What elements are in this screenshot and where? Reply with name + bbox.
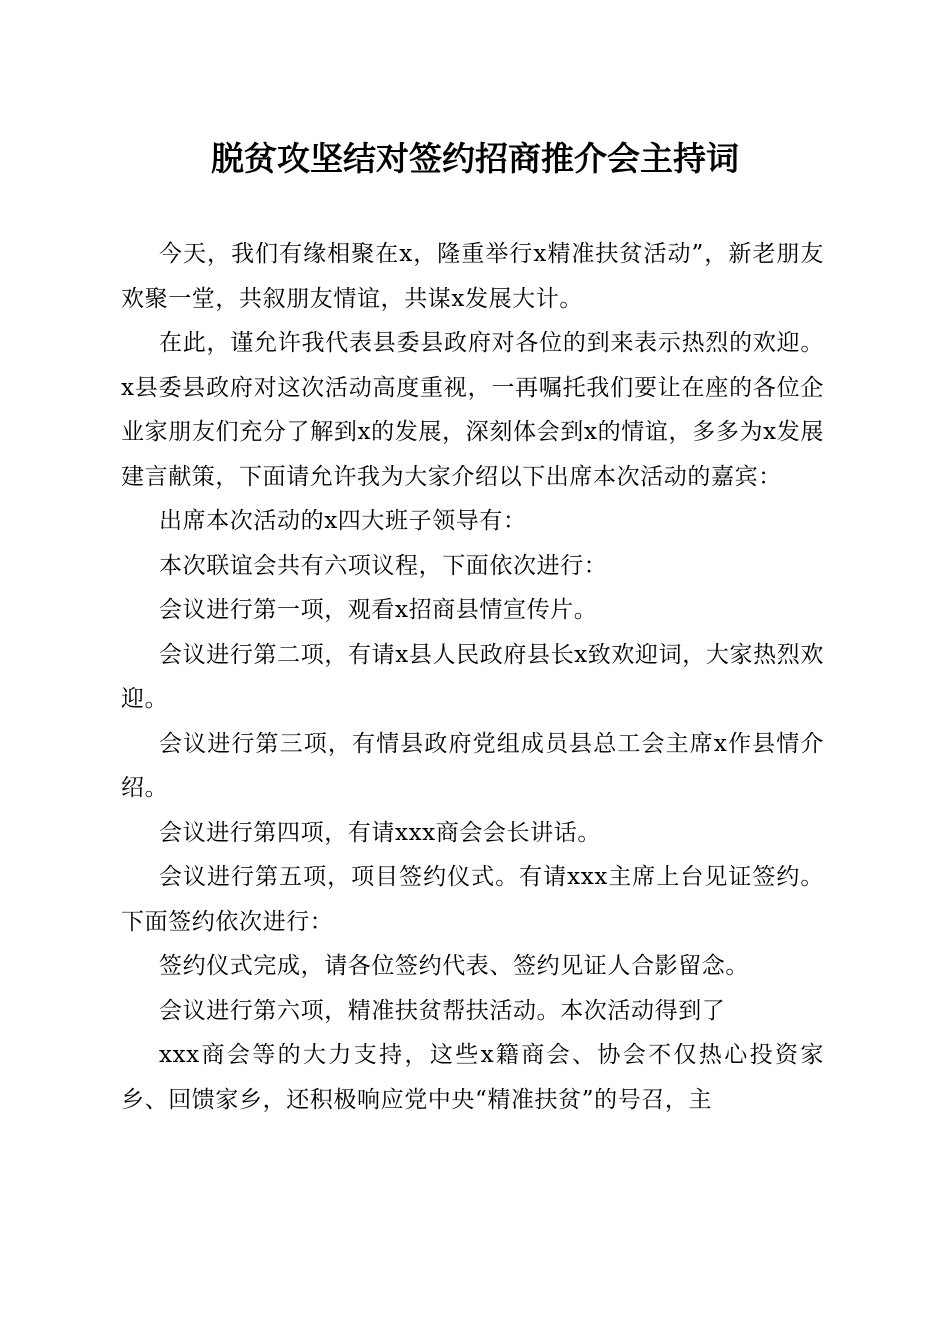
document-title: 脱贫攻坚结对签约招商推介会主持词 <box>211 139 739 178</box>
paragraph-item-4: 会议进行第四项，有请xxx商会会长讲话。 <box>159 819 601 846</box>
paragraph-photo: 签约仪式完成，请各位签约代表、签约见证人合影留念。 <box>159 953 749 979</box>
paragraph-agenda: 本次联谊会共有六项议程，下面依次进行： <box>159 552 608 579</box>
paragraph-item-5: 会议进行第五项，项目签约仪式。有请xxx主席上台见证签约。下面签约依次进行： <box>121 864 824 935</box>
paragraph-item-6: 会议进行第六项，精准扶贫帮扶活动。本次活动得到了 <box>159 997 726 1024</box>
paragraph-welcome: 在此，谨允许我代表县委县政府对各位的到来表示热烈的欢迎。x县委县政府对这次活动高度重视，一再嘱托我们要让在座的各位企业家朋友们充分了解到x的发展，深刻体会到x的情谊，多多为x发展建言献策，下面请允许我为大家介绍以下出席本次活动的嘉宾： <box>121 330 824 490</box>
paragraph-support: xxx商会等的大力支持，这些x籍商会、协会不仅热心投资家乡、回馈家乡，还积极响应党中央“精准扶贫”的号召，主 <box>121 1042 824 1113</box>
paragraph-item-2: 会议进行第二项，有请x县人民政府县长x致欢迎词，大家热烈欢迎。 <box>121 641 824 712</box>
paragraph-opening: 今天，我们有缘相聚在x，隆重举行x精准扶贫活动”，新老朋友欢聚一堂，共叙朋友情谊，共谋x发展大计。 <box>121 241 824 312</box>
paragraph-item-1: 会议进行第一项，观看x招商县情宣传片。 <box>159 597 598 623</box>
document-body <box>121 232 824 1122</box>
paragraph-item-3: 会议进行第三项，有情县政府党组成员县总工会主席x作县情介绍。 <box>121 730 824 801</box>
paragraph-leaders: 出席本次活动的x四大班子领导有： <box>159 508 527 534</box>
